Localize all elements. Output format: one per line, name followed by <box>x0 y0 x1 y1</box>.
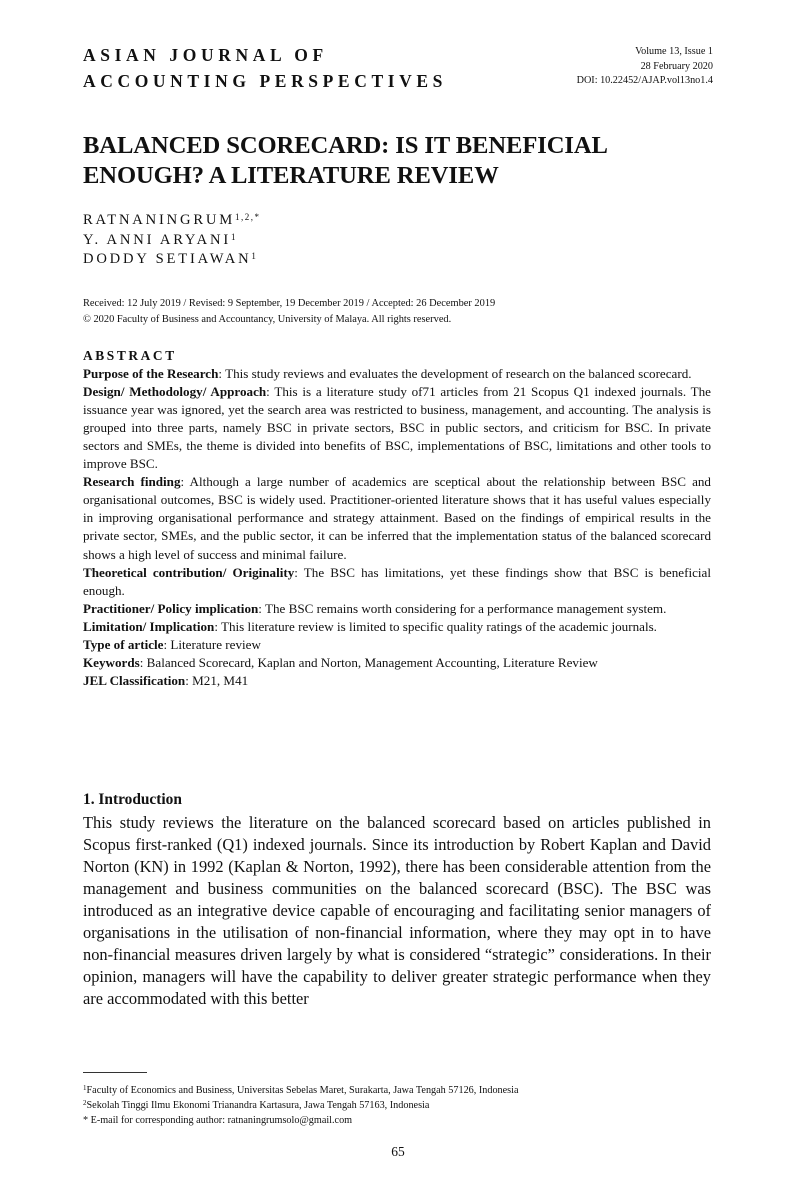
volume-issue: Volume 13, Issue 1 <box>635 46 713 57</box>
copyright-notice: © 2020 Faculty of Business and Accountancy, University of Malaya. All rights reserved. <box>83 313 452 325</box>
abstract-sep: : <box>185 672 193 688</box>
page-number: 65 <box>391 1144 405 1159</box>
author-name: DODDY SETIAWAN <box>83 251 252 267</box>
author-affiliation-mark: 1,2,* <box>234 212 261 222</box>
submission-dates: Received: 12 July 2019 / Revised: 9 September, 19 December 2019 / Accepted: 26 December 2019 <box>83 298 496 309</box>
author-name: RATNANINGRUM <box>83 212 235 228</box>
abstract-sep: : <box>258 600 265 616</box>
author-name: Y. ANNI ARYANI <box>83 231 231 248</box>
author <box>83 231 260 251</box>
footnotes <box>83 1083 518 1129</box>
abstract-limitation <box>83 618 711 636</box>
journal-name-line1: ASIAN JOURNAL OF <box>83 45 328 65</box>
author-list <box>83 211 260 270</box>
abstract <box>83 347 711 690</box>
footnote-text: Sekolah Tinggi Ilmu Ekonomi Trianandra Kartasura, Jawa Tengah 57163, Indonesia <box>86 1100 430 1112</box>
abstract-label: Limitation/ Implication <box>83 618 215 634</box>
abstract-text: This study reviews and evaluates the development of research on the balanced scorecard. <box>225 366 692 382</box>
abstract-label: JEL Classification <box>83 672 186 688</box>
paper-title-line2: ENOUGH? A LITERATURE REVIEW <box>83 162 499 189</box>
introduction-body <box>83 812 711 1010</box>
footnote-text: Faculty of Economics and Business, Universitas Sebelas Maret, Surakarta, Jawa Tengah 57126, Indonesia <box>86 1085 519 1096</box>
abstract-keywords <box>83 654 711 672</box>
abstract-heading: ABSTRACT <box>83 348 177 363</box>
abstract-text: The BSC remains worth considering for a performance management system. <box>264 600 667 616</box>
author-affiliation-mark: 1 <box>231 231 237 242</box>
author <box>83 211 260 231</box>
footnote-text: E-mail for corresponding author: ratnaningrumsolo@gmail.com <box>88 1115 353 1127</box>
abstract-sep: : <box>139 654 147 670</box>
abstract-label: Research finding <box>83 474 181 490</box>
abstract-text: Although a large number of academics are sceptical about the relationship between BSC and organisational outcomes, BSC is widely used. Practitioner-oriented literature shows that it has useful values especially in improving organisational performance and strategy attainment. Based on the findings of empirical results in the private sector, SMEs, and the public sector, it can be inferred that the implementation status of the balanced scorecard shows a high level of success and minimal failure. <box>83 474 711 562</box>
abstract-label: Type of article <box>83 636 164 652</box>
abstract-label: Practitioner/ Policy implication <box>83 600 259 616</box>
abstract-label: Keywords <box>83 654 140 670</box>
article-history <box>83 296 495 327</box>
abstract-label: Purpose of the Research <box>83 366 219 382</box>
footnote <box>83 1083 518 1098</box>
abstract-sep: : <box>294 564 304 580</box>
abstract-policy-implication <box>83 600 711 618</box>
abstract-text: Literature review <box>170 636 261 652</box>
abstract-label: Design/ Methodology/ Approach <box>83 384 267 400</box>
abstract-sep: : <box>266 384 275 400</box>
abstract-jel-classification <box>83 672 711 690</box>
abstract-text: The BSC has limitations, yet these findings show that BSC is beneficial enough. <box>83 564 711 598</box>
abstract-text: This is a literature study of71 articles from 21 Scopus Q1 indexed journals. The issuance year was ignored, yet the search area was restricted to business, management, and accounting. The analysis is grouped into three parts, namely BSC in private sectors, BSC in public sectors, and criticism for BSC. In private sectors and SMEs, the theme is divided into benefits of BSC, implementations of BSC, limitations and other tools to improve BSC. <box>83 384 711 472</box>
abstract-sep: : <box>214 618 221 634</box>
abstract-label: Theoretical contribution/ Originality <box>83 564 295 580</box>
paper-title <box>83 131 723 191</box>
issue-info <box>577 45 713 89</box>
publication-date: 28 February 2020 <box>640 60 713 72</box>
abstract-sep: : <box>180 474 190 490</box>
introduction-paragraph: This study reviews the literature on the balanced scorecard based on articles published in Scopus first-ranked (Q1) indexed journals. Since its introduction by Robert Kaplan and David Norton (KN) in 1992 (Kaplan & Norton, 1992), there has been considerable attention from the management and business communities on the balanced scorecard (BSC). The BSC was introduced as an integrative device capable of encouraging and facilitating senior managers of organisations in the utilisation of non-financial information, where they may opt in to have non-financial measures driven largely by what is considered “strategic” considerations. In their opinion, managers will have the capability to deliver greater strategic performance when they are accommodated with this better <box>83 813 711 1008</box>
footnote <box>83 1098 518 1113</box>
doi: DOI: 10.22452/AJAP.vol13no1.4 <box>576 75 713 86</box>
abstract-findings <box>83 473 711 563</box>
abstract-article-type <box>83 636 711 654</box>
footnote-divider <box>83 1072 147 1073</box>
abstract-originality <box>83 564 711 600</box>
journal-name-line2: ACCOUNTING PERSPECTIVES <box>83 71 447 91</box>
abstract-text: This literature review is limited to specific quality ratings of the academic journals. <box>221 618 657 634</box>
author-affiliation-mark: 1 <box>251 251 258 261</box>
journal-name <box>83 42 447 94</box>
section-heading-introduction: 1. Introduction <box>83 791 182 808</box>
abstract-sep: : <box>163 636 171 652</box>
footnote-mark: 1 <box>83 1084 87 1092</box>
footnote <box>83 1113 518 1128</box>
paper-title-line1: BALANCED SCORECARD: IS IT BENEFICIAL <box>83 132 608 159</box>
abstract-design <box>83 383 711 473</box>
abstract-text: M21, M41 <box>192 672 249 688</box>
abstract-sep: : <box>218 366 226 382</box>
footnote-mark: 2 <box>83 1099 87 1108</box>
footnote-mark: * <box>83 1115 89 1127</box>
abstract-text: Balanced Scorecard, Kaplan and Norton, Management Accounting, Literature Review <box>146 654 598 670</box>
author <box>83 250 260 270</box>
abstract-purpose <box>83 365 711 383</box>
